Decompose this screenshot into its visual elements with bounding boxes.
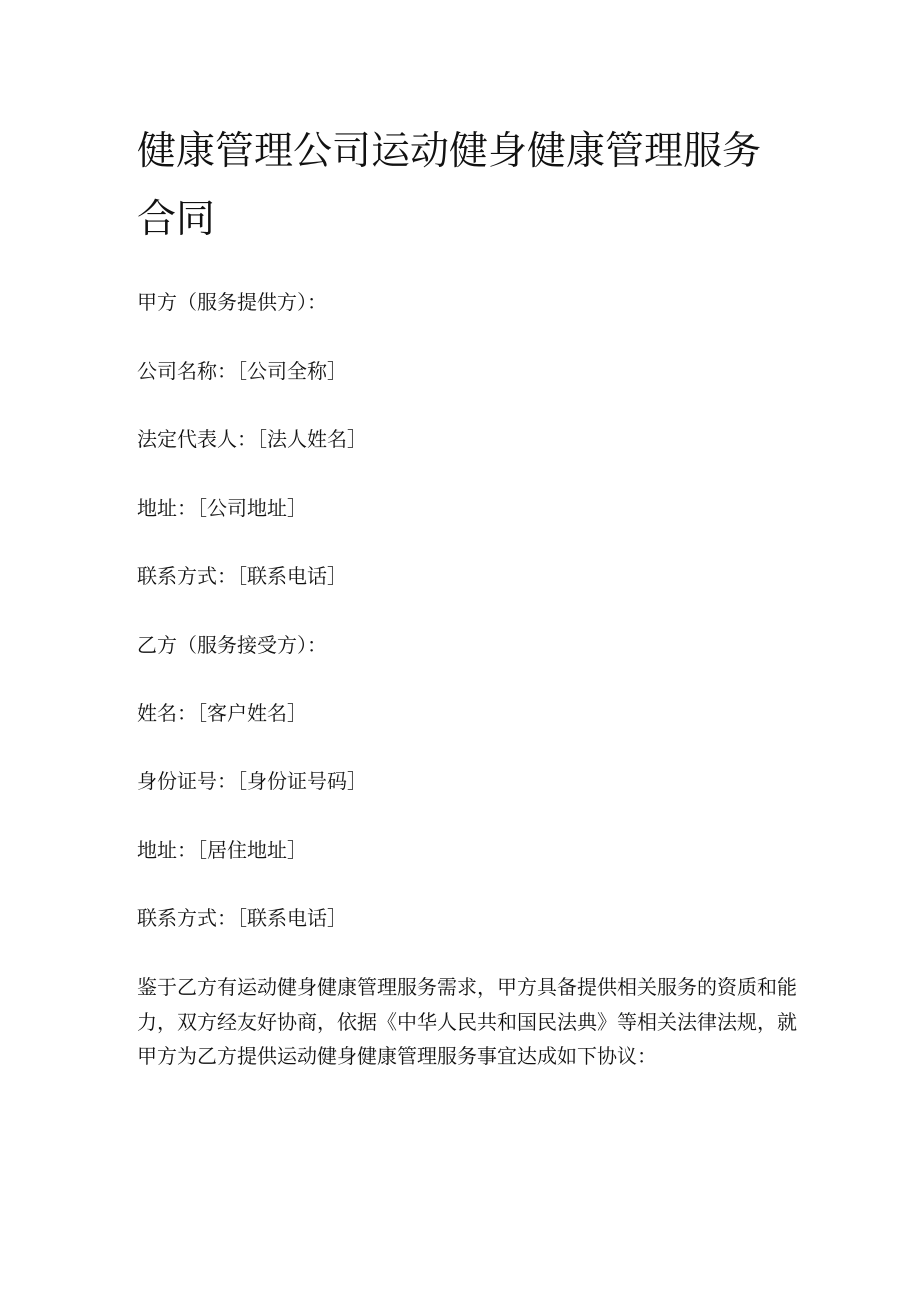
party-b-contact: 联系方式：［联系电话］ bbox=[137, 906, 347, 930]
party-a-address: 地址：［公司地址］ bbox=[137, 496, 307, 520]
preamble-paragraph: 鉴于乙方有运动健身健康管理服务需求，甲方具备提供相关服务的资质和能力，双方经友好协商，依据《中华人民共和国民法典》等相关法律法规，就甲方为乙方提供运动健身健康管理服务事宜达成如下协议： bbox=[137, 975, 797, 1068]
party-b-heading: 乙方（服务接受方）： bbox=[137, 633, 327, 657]
party-b-id-number: 身份证号：［身份证号码］ bbox=[137, 769, 367, 793]
party-a-contact: 联系方式：［联系电话］ bbox=[137, 564, 347, 588]
party-a-heading: 甲方（服务提供方）： bbox=[137, 290, 327, 314]
party-b-name: 姓名：［客户姓名］ bbox=[137, 701, 307, 725]
party-a-company-name: 公司名称：［公司全称］ bbox=[137, 359, 347, 383]
party-b-address: 地址：［居住地址］ bbox=[137, 838, 307, 862]
document-title: 健康管理公司运动健身健康管理服务合同 bbox=[137, 129, 762, 242]
party-a-legal-rep: 法定代表人：［法人姓名］ bbox=[137, 427, 367, 451]
